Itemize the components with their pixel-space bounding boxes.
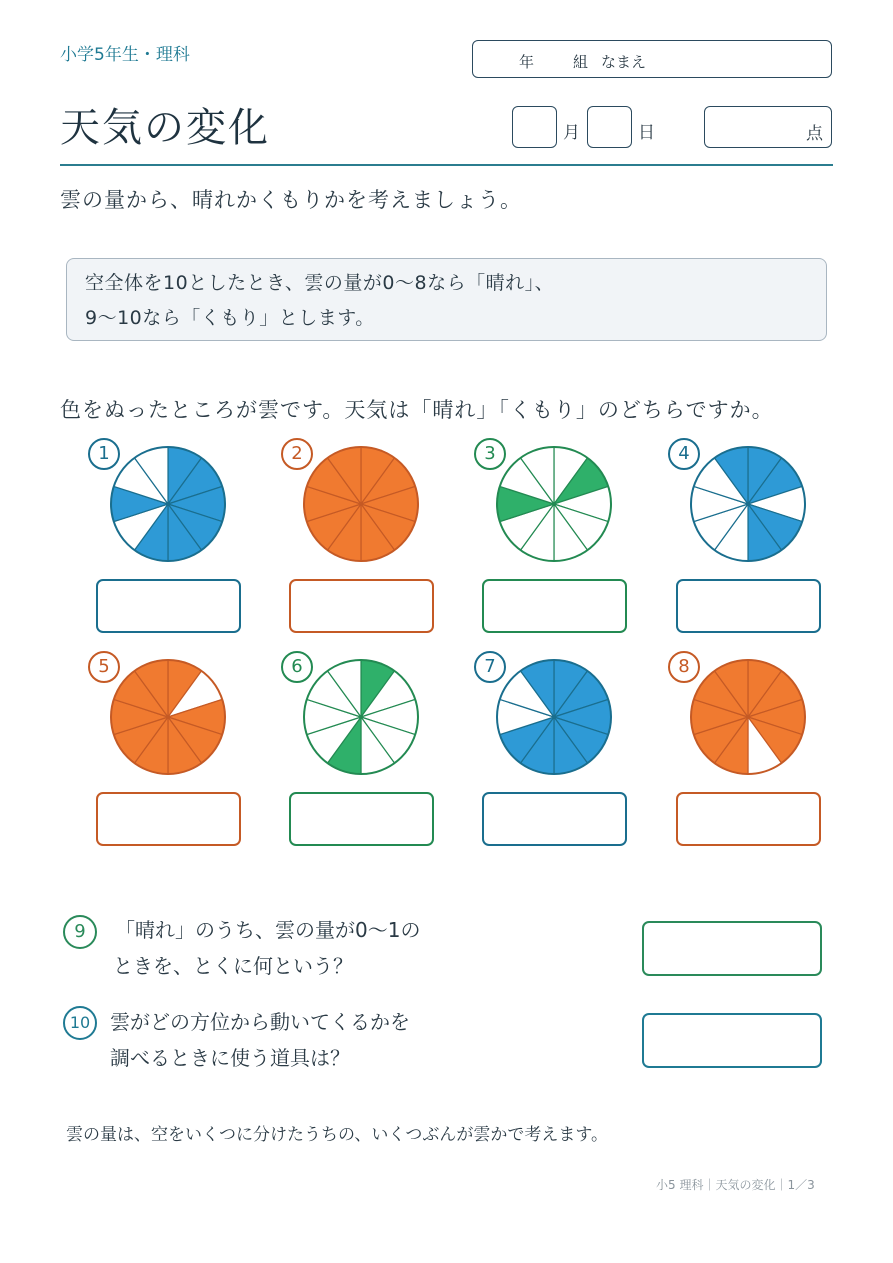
question-10-number: 10: [63, 1006, 97, 1040]
pie-2-number: 2: [281, 438, 313, 470]
pie-2-answer-box[interactable]: [289, 579, 434, 633]
pie-7-answer-box[interactable]: [482, 792, 627, 846]
grade-label: 小学5年生・理科: [60, 45, 190, 65]
question-10-line-1: 雲がどの方位から動いてくるかを: [110, 1010, 410, 1034]
pie-8-number: 8: [668, 651, 700, 683]
day-label: 日: [638, 123, 655, 143]
question-text: 色をぬったところが雲です。天気は「晴れ」「くもり」のどちらですか。: [60, 398, 774, 422]
footnote: 雲の量は、空をいくつに分けたうちの、いくつぶんが雲かで考えます。: [66, 1125, 608, 1145]
class-label: 組: [573, 53, 589, 71]
day-field[interactable]: [587, 106, 632, 148]
pie-6-answer-box[interactable]: [289, 792, 434, 846]
pie-4-answer-box[interactable]: [676, 579, 821, 633]
pie-7-number: 7: [474, 651, 506, 683]
question-10-answer-box[interactable]: [642, 1013, 822, 1068]
info-line-2: 9〜10なら「くもり」とします。: [85, 307, 375, 329]
question-9-answer-box[interactable]: [642, 921, 822, 976]
pie-5-number: 5: [88, 651, 120, 683]
score-field[interactable]: [704, 106, 832, 148]
info-line-1: 空全体を10としたとき、雲の量が0〜8なら「晴れ」、: [85, 272, 555, 294]
pie-5-answer-box[interactable]: [96, 792, 241, 846]
pie-3-number: 3: [474, 438, 506, 470]
pie-3-answer-box[interactable]: [482, 579, 627, 633]
header-divider: [60, 164, 833, 166]
month-label: 月: [563, 123, 580, 143]
pie-8-answer-box[interactable]: [676, 792, 821, 846]
info-box: [66, 258, 827, 341]
name-label: なまえ: [601, 53, 647, 71]
page-title: 天気の変化: [60, 105, 270, 151]
question-10-line-2: 調べるときに使う道具は？: [110, 1046, 350, 1070]
score-label: 点: [806, 124, 823, 144]
year-label: 年: [519, 53, 535, 71]
pie-1-number: 1: [88, 438, 120, 470]
pie-4-number: 4: [668, 438, 700, 470]
page-footer: 小5 理科｜天気の変化｜1／3: [656, 1178, 815, 1192]
pie-1-answer-box[interactable]: [96, 579, 241, 633]
name-field[interactable]: [472, 40, 832, 78]
month-field[interactable]: [512, 106, 557, 148]
question-9-number: 9: [63, 915, 97, 949]
question-9-line-2: ときを、とくに何という？: [113, 954, 353, 978]
pie-6-number: 6: [281, 651, 313, 683]
question-9-line-1: 「晴れ」のうち、雲の量が0〜1の: [115, 918, 421, 942]
intro-text: 雲の量から、晴れかくもりかを考えましょう。: [60, 188, 522, 212]
